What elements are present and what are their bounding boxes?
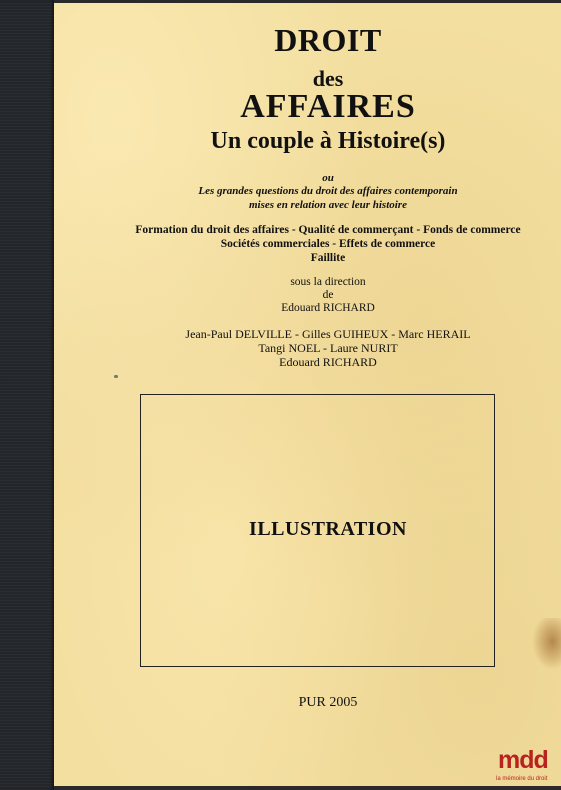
direction-editor: Edouard RICHARD	[281, 302, 375, 314]
alt-title-line-1: Les grandes questions du droit des affaires contemporain	[198, 185, 458, 197]
mdd-logo-tagline: la mémoire du droit	[496, 776, 548, 782]
direction-line-1: sous la direction	[290, 276, 366, 288]
cover-top-edge	[54, 0, 561, 3]
illustration-label: ILLUSTRATION	[249, 518, 407, 540]
title-line-3: AFFAIRES	[240, 88, 416, 125]
publisher-year: PUR 2005	[298, 695, 358, 710]
subtitle: Un couple à Histoire(s)	[210, 128, 446, 154]
topics-line-3: Faillite	[310, 252, 346, 264]
mdd-logo-mark: mdd	[498, 746, 548, 774]
title-line-1: DROIT	[274, 22, 382, 58]
topics-line-2: Sociétés commerciales - Effets de commerce	[220, 238, 436, 250]
or-text: ou	[322, 172, 334, 184]
paper-speck	[114, 375, 118, 378]
cover-bottom-edge	[54, 786, 561, 790]
alt-title-line-2: mises en relation avec leur histoire	[249, 199, 407, 211]
authors-line-3: Edouard RICHARD	[279, 355, 377, 369]
mdd-logo	[498, 746, 558, 788]
book-spine	[0, 0, 54, 790]
authors-line-2: Tangi NOEL - Laure NURIT	[258, 341, 398, 355]
direction-line-2: de	[322, 289, 334, 301]
topics-line-1: Formation du droit des affaires - Qualité de commerçant - Fonds de commerce	[135, 224, 521, 236]
title-line-2: des	[312, 66, 344, 91]
paper-stain	[532, 618, 561, 670]
authors-line-1: Jean-Paul DELVILLE - Gilles GUIHEUX - Marc HERAIL	[185, 327, 471, 341]
